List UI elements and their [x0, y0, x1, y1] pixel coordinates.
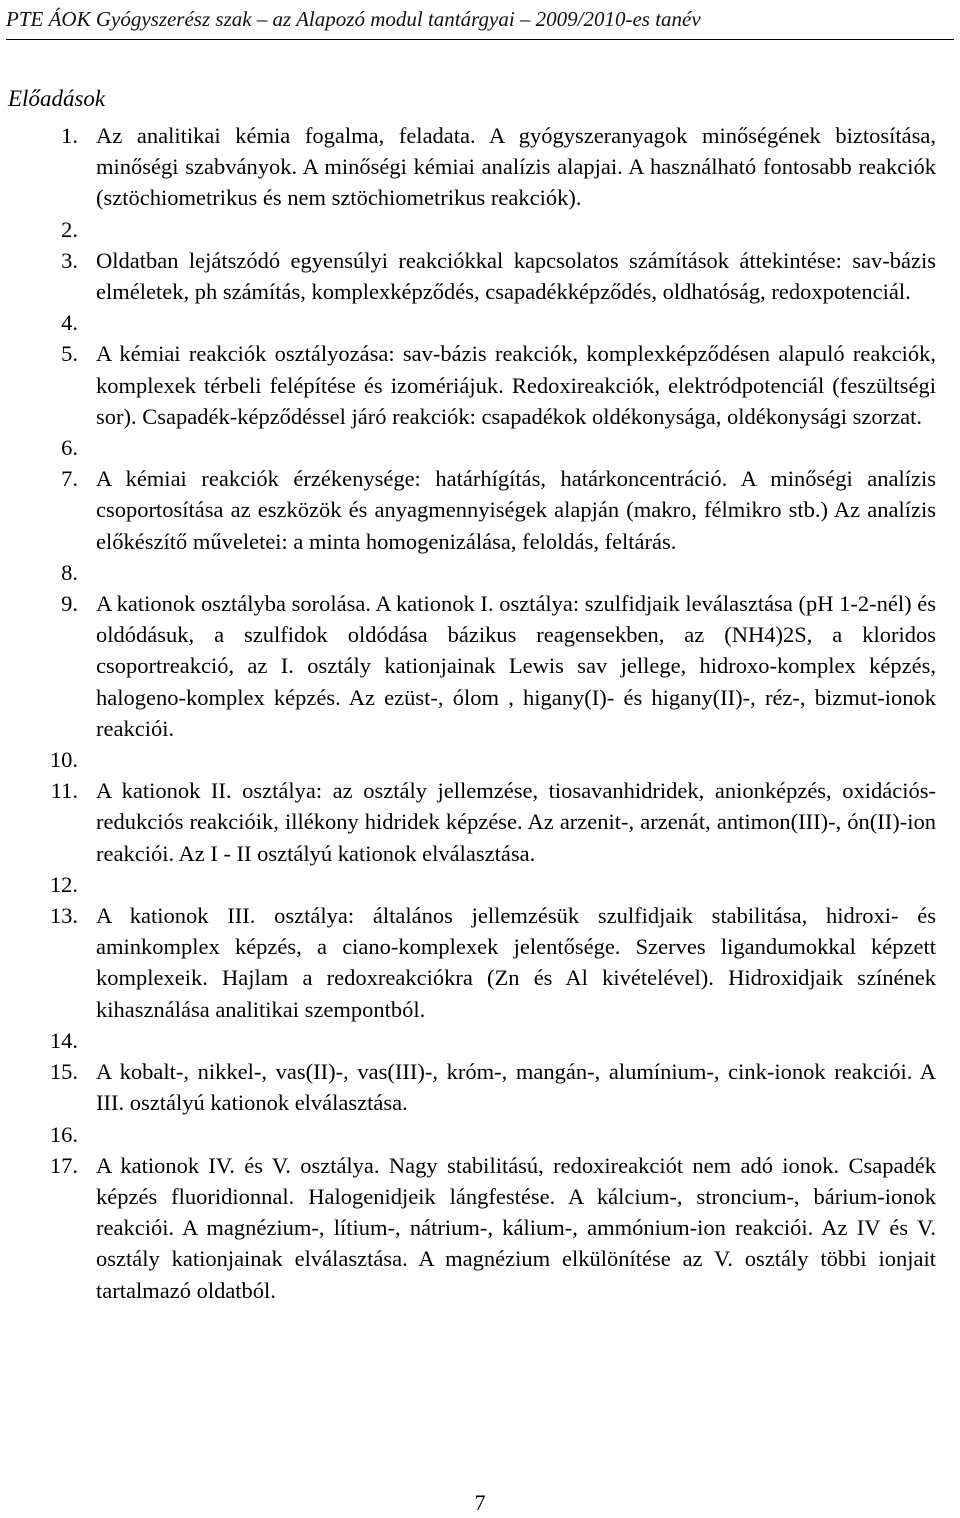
lecture-text: [96, 557, 936, 588]
lecture-item: [0, 432, 960, 463]
lecture-item: [0, 744, 960, 775]
lecture-text: [96, 432, 936, 463]
lecture-text: [96, 1025, 936, 1056]
lecture-text: [96, 1119, 936, 1150]
lecture-text: A kationok osztályba sorolása. A kationok I. osztálya: szulfidjaik leválasztása (pH 1-2-nél) és oldódásuk, a szulfidok oldódása bázikus reagensekben, az (NH4)2S, a kloridos csoportreakció, az I. osztály kationjainak Lewis sav jellege, hidroxo-komplex képzés, halogeno-komplex képzés. Az ezüst-, ólom , higany(I)- és higany(II)-, réz-, bizmut-ionok reakciói.: [96, 591, 936, 741]
lecture-text: Az analitikai kémia fogalma, feladata. A gyógyszeranyagok minőségének biztosítása, minőségi szabványok. A minőségi kémiai analízis alapjai. A használható fontosabb reakciók (sztöchiometrikus és nem sztöchiometrikus reakciók).: [96, 123, 936, 211]
lecture-number: 5.: [61, 341, 78, 367]
lecture-item: [0, 1056, 960, 1118]
lecture-item: [0, 900, 960, 1025]
lecture-number: 4.: [61, 310, 78, 336]
lecture-item: [0, 245, 960, 307]
lecture-text: A kationok IV. és V. osztálya. Nagy stabilitású, redoxireakciót nem adó ionok. Csapadék képzés fluoridionnal. Halogenidjeik lángfestése. A kálcium-, stroncium-, bárium-ionok reakciói. A magnézium-, lítium-, nátrium-, kálium-, ammónium-ion reakciói. Az IV és V. osztály kationjainak elválasztása. A magnézium elkülönítése az V. osztály többi ionjait tartalmazó oldatból.: [96, 1152, 936, 1303]
header-title: PTE ÁOK Gyógyszerész szak – az Alapozó modul tantárgyai – 2009/2010-es tanév: [6, 7, 701, 31]
lecture-number: 3.: [61, 247, 78, 273]
lecture-number: 6.: [61, 435, 78, 461]
lecture-text: A kémiai reakciók osztályozása: sav-bázis reakciók, komplexképződésen alapuló reakciók, komplexek térbeli felépítése és izomériájuk. Redoxireakciók, elektródpotenciál (feszültségi sor). Csapadék-képződéssel járó reakciók: csapadékok oldékonysága, oldékonysági szorzat.: [96, 341, 936, 429]
lecture-item: [0, 1150, 960, 1306]
lecture-number: 2.: [61, 216, 78, 242]
lecture-number: 16.: [49, 1121, 78, 1147]
page-number: 7: [474, 1490, 486, 1515]
lecture-item: [0, 1119, 960, 1150]
lecture-text: [96, 307, 936, 338]
lecture-number: 1.: [61, 123, 78, 148]
lecture-text: [96, 869, 936, 900]
lecture-number: 10.: [49, 747, 78, 773]
lecture-number: 17.: [49, 1152, 78, 1178]
lecture-item: [0, 1025, 960, 1056]
lecture-number: 11.: [50, 778, 78, 804]
lecture-item: [0, 588, 960, 744]
lecture-text: [96, 214, 936, 245]
page-header: [6, 3, 954, 40]
lecture-item: [0, 557, 960, 588]
section-title: Előadások: [8, 86, 106, 111]
lecture-number: 12.: [49, 871, 78, 897]
lecture-list: [0, 120, 960, 1306]
lecture-number: 7.: [61, 466, 78, 492]
lecture-item: [0, 463, 960, 557]
lecture-item: [0, 775, 960, 869]
lecture-text: A kationok II. osztálya: az osztály jellemzése, tiosavanhidridek, anionképzés, oxidációs-redukciós reakcióik, illékony hidridek képzése. Az arzenit-, arzenát, antimon(III)-, ón(II)-ion reakciói. Az I - II osztályú kationok elválasztása.: [96, 778, 936, 866]
lecture-number: 8.: [61, 559, 78, 585]
lecture-text: A kationok III. osztálya: általános jellemzésük szulfidjaik stabilitása, hidroxi- és aminkomplex képzés, a ciano-komplexek jelentősége. Szerves ligandumokkal képzett komplexeik. Hajlam a redoxreakciókra (Zn és Al kivételével). Hidroxidjaik színének kihasználása analitikai szempontból.: [96, 903, 936, 1022]
lecture-text: A kémiai reakciók érzékenysége: határhígítás, határkoncentráció. A minőségi analízis csoportosítása az eszközök és anyagmennyiségek alapján (makro, félmikro stb.) Az analízis előkészítő műveletei: a minta homogenizálása, feloldás, feltárás.: [96, 466, 936, 554]
lecture-item: [0, 307, 960, 338]
lecture-text: A kobalt-, nikkel-, vas(II)-, vas(III)-, króm-, mangán-, alumínium-, cink-ionok reakciói. A III. osztályú kationok elválasztása.: [96, 1059, 936, 1116]
lecture-number: 9.: [61, 591, 78, 617]
lecture-item: [0, 338, 960, 432]
lecture-number: 14.: [49, 1027, 78, 1053]
lecture-item: [0, 120, 960, 214]
lecture-text: [96, 744, 936, 775]
lecture-text: Oldatban lejátszódó egyensúlyi reakciókkal kapcsolatos számítások áttekintése: sav-bázis elméletek, ph számítás, komplexképződés, csapadékképződés, oldhatóság, redoxpotenciál.: [96, 247, 936, 305]
lecture-number: 13.: [49, 903, 78, 929]
lecture-item: [0, 869, 960, 900]
lecture-number: 15.: [49, 1059, 78, 1085]
lecture-item: [0, 214, 960, 245]
